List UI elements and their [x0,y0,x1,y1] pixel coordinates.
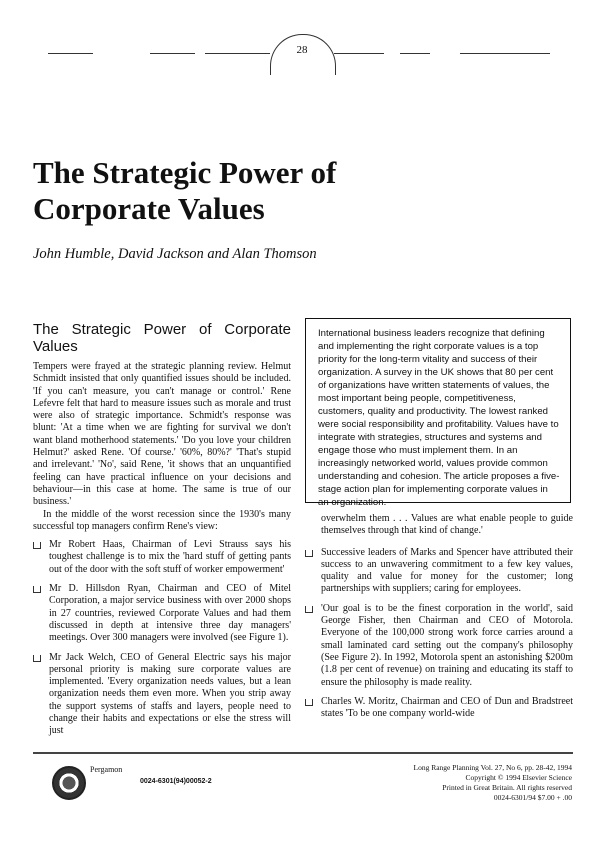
body-paragraph: In the middle of the worst recession since the 1930's many successful top managers confirm Rene's view: [33,508,291,532]
list-item [305,547,573,596]
list-item [305,603,573,689]
header-rule [460,53,550,54]
list-item-text: Successive leaders of Marks and Spencer have attributed their success to an unwavering commitment to a few key values, quality and value for money for the customer; long partnerships with suppliers; caring for employees. [321,546,573,595]
left-column [33,321,291,745]
list-item [33,539,291,576]
bullet-box-icon [305,699,313,706]
body-paragraph: overwhelm them . . . Values are what enable people to guide themselves through that kind of change.' [321,513,573,537]
abstract-box: International business leaders recognize that defining and implementing the right corporate values is a top priority for the long-term vitality and success of their organization. A survey in the UK shows that 80 per cent of organizations have written statements of values, the most important being people, competitiveness, customers, quality and productivity. The lowest ranked were social responsibility and profitability. Values have to integrate with strategies, structures and systems and engage those who must implement them. In an increasingly networked world, values provide common understanding and cohesion. The article proposes a five-stage action plan for implementing corporate values in an organization. [305,318,571,503]
list-item [33,583,291,644]
article-title: The Strategic Power of Corporate Values [33,155,337,226]
list-item [305,696,573,721]
body-paragraph: Tempers were frayed at the strategic planning review. Helmut Schmidt insisted that only quantified issues should be included. 'If you can't measure, you can't manage or control.' Rene Lefevre felt that hard to measure issues such as morale and trust were also of strategic importance. Schmidt's response was blunt: 'At a time when we are fighting for survival we don't want bland motherhood statements.' 'Do you love your children Helmut?' asked Rene. 'Of course.' '60%, 80%?' 'That's stupid and irrelevant.' 'No', said Rene, 'it shows that an unquantified feeling can have practical influence on your decisions and behaviour—in this case at home. The same is true of our business.' [33,361,291,508]
article-authors: John Humble, David Jackson and Alan Thomson [33,246,317,262]
list-item-text: Charles W. Moritz, Chairman and CEO of Dun and Bradstreet states 'To be one company world-wide [321,695,573,720]
publisher-name: Pergamon [90,765,123,774]
publisher-logo-icon [52,766,86,800]
section-heading: The Strategic Power of Corporate Values [33,321,291,355]
list-item-text: 'Our goal is to be the finest corporation in the world', said George Fisher, then Chairman and CEO of Motorola. Everyone of the 100,000 strong work force carries around a small laminated card setting out the company's philosophy (See Figure 2). In 1992, Motorola spent an astonishing $200m (1.8 per cent of revenue) on training and educating its staff to ensure the philosophy is made reality. [321,602,573,688]
copyright: Copyright © 1994 Elsevier Science [465,773,572,782]
list-item [33,652,291,738]
rights-notice: Printed in Great Britain. All rights reserved [442,783,572,792]
header-rule [334,53,384,54]
header-rule [150,53,195,54]
header-rule [48,53,93,54]
right-column [305,513,573,727]
price-code: 0024-6301/94 $7.00 + .00 [493,793,572,802]
list-item-text: Mr Jack Welch, CEO of General Electric says his major personal priority is making sure corporate values are implemented. 'Every organization needs values, but a lean organization needs them even more. When you strip away the support systems of staffs and layers, people need to change their habits and expectations or else the stress will just [49,651,291,737]
journal-citation: Long Range Planning Vol. 27, No 6, pp. 28-42, 1994 [413,763,572,772]
footer-rule [33,752,573,754]
bullet-box-icon [305,550,313,557]
page-number: 28 [296,44,308,56]
bullet-list [305,547,573,721]
list-item-text: Mr Robert Haas, Chairman of Levi Strauss says his toughest challenge is to mix the 'hard stuff of getting pants out of the door with the soft stuff of worker empowerment' [49,539,291,575]
journal-info [414,763,572,803]
bullet-box-icon [305,606,313,613]
issn-code: 0024-6301(94)00052-2 [140,778,212,785]
header-rule [205,53,270,54]
list-item-text: Mr D. Hillsdon Ryan, Chairman and CEO of Mitel Corporation, a major service business with over 2000 shops in 27 countries, reviewed Corporate Values and had them discussed in depth at intensive three day managers' meetings. Over 300 managers were involved (see Figure 1). [49,583,291,644]
header-rule [400,53,430,54]
bullet-box-icon [33,655,41,662]
bullet-box-icon [33,542,41,549]
bullet-box-icon [33,586,41,593]
bullet-list [33,539,291,737]
